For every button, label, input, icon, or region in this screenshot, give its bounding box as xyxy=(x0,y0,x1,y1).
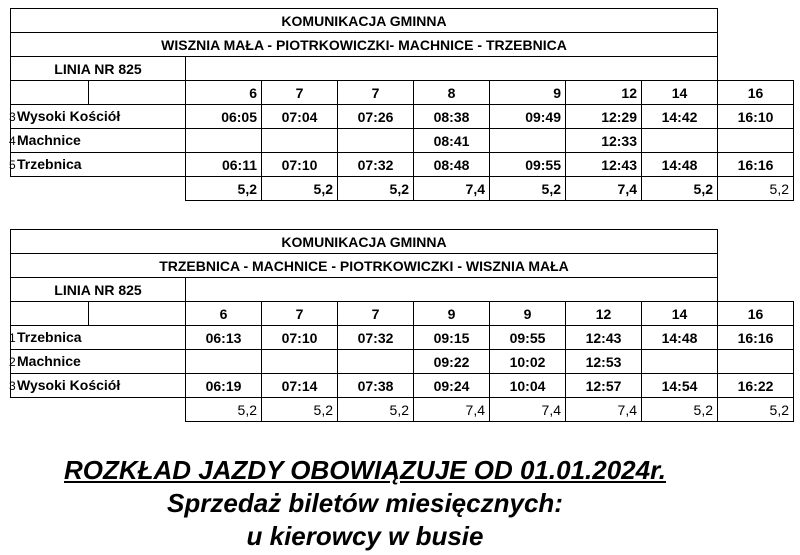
departure-time: 07:04 xyxy=(262,105,338,129)
distance-km: 7,4 xyxy=(566,398,642,422)
courses-row xyxy=(11,81,794,105)
departure-time: 16:16 xyxy=(718,153,794,177)
departure-time: 07:32 xyxy=(338,153,414,177)
stop-name-cell xyxy=(11,326,186,350)
stop-row xyxy=(11,326,794,350)
departure-time xyxy=(718,350,794,374)
departure-time: 09:49 xyxy=(490,105,566,129)
timetable-trzebnica-wisznia xyxy=(10,229,794,422)
departure-time: 16:16 xyxy=(718,326,794,350)
distance-km: 7,4 xyxy=(414,398,490,422)
departure-time: 06:05 xyxy=(186,105,262,129)
stop-name: Machnice xyxy=(17,353,81,369)
course-number: 9 xyxy=(414,302,490,326)
distance-km: 5,2 xyxy=(186,177,262,201)
stop-name-cell xyxy=(11,374,186,398)
stop-name-cell xyxy=(11,350,186,374)
departure-time xyxy=(338,350,414,374)
departure-time: 07:26 xyxy=(338,105,414,129)
course-number: 12 xyxy=(566,302,642,326)
distance-km: 5,2 xyxy=(718,177,794,201)
departure-time: 09:55 xyxy=(490,153,566,177)
course-number: 14 xyxy=(642,81,718,105)
timetable-wisznia-trzebnica xyxy=(10,8,794,201)
org-title: KOMUNIKACJA GMINNA xyxy=(11,230,718,254)
stop-number: 1 xyxy=(9,331,16,345)
course-number: 14 xyxy=(642,302,718,326)
departure-time xyxy=(642,129,718,153)
departure-time: 14:48 xyxy=(642,326,718,350)
line-number: LINIA NR 825 xyxy=(11,278,186,302)
stop-row xyxy=(11,153,794,177)
distance-km: 5,2 xyxy=(262,398,338,422)
stop-name-cell xyxy=(11,153,186,177)
ticket-sales-notice: Sprzedaż biletów miesięcznych: xyxy=(167,488,563,518)
header-org-row xyxy=(11,9,794,33)
departure-time: 12:33 xyxy=(566,129,642,153)
distance-km: 5,2 xyxy=(642,398,718,422)
distance-km: 5,2 xyxy=(718,398,794,422)
distance-km: 7,4 xyxy=(490,398,566,422)
stop-name: Wysoki Kościół xyxy=(17,377,121,393)
distance-km: 5,2 xyxy=(262,177,338,201)
course-number: 7 xyxy=(262,81,338,105)
line-number: LINIA NR 825 xyxy=(11,57,186,81)
course-number: 16 xyxy=(718,81,794,105)
departure-time: 07:10 xyxy=(262,326,338,350)
route-title: WISZNIA MAŁA - PIOTRKOWICZKI- MACHNICE - TRZEBNICA xyxy=(11,33,718,57)
departure-time: 12:53 xyxy=(566,350,642,374)
departure-time xyxy=(262,350,338,374)
course-number: 12 xyxy=(566,81,642,105)
departure-time: 07:32 xyxy=(338,326,414,350)
departure-time: 07:10 xyxy=(262,153,338,177)
course-number: 7 xyxy=(338,81,414,105)
header-route-row xyxy=(11,33,794,57)
header-line-row xyxy=(11,57,794,81)
departure-time: 12:43 xyxy=(566,326,642,350)
ticket-sales-location: u kierowcy w busie xyxy=(246,521,484,551)
departure-time: 12:29 xyxy=(566,105,642,129)
departure-time: 14:42 xyxy=(642,105,718,129)
departure-time: 08:48 xyxy=(414,153,490,177)
departure-time: 09:22 xyxy=(414,350,490,374)
stop-number: 3 xyxy=(9,110,16,124)
departure-time: 14:54 xyxy=(642,374,718,398)
departure-time: 09:24 xyxy=(414,374,490,398)
departure-time: 06:11 xyxy=(186,153,262,177)
departure-time: 07:14 xyxy=(262,374,338,398)
departure-time: 10:02 xyxy=(490,350,566,374)
stop-row xyxy=(11,129,794,153)
org-title: KOMUNIKACJA GMINNA xyxy=(11,9,718,33)
course-number: 6 xyxy=(186,302,262,326)
stop-row xyxy=(11,374,794,398)
course-number: 6 xyxy=(186,81,262,105)
departure-time: 08:41 xyxy=(414,129,490,153)
departure-time xyxy=(718,129,794,153)
departure-time: 06:13 xyxy=(186,326,262,350)
departure-time: 06:19 xyxy=(186,374,262,398)
departure-time: 12:43 xyxy=(566,153,642,177)
distance-km: 5,2 xyxy=(338,398,414,422)
distance-row xyxy=(11,177,794,201)
stop-name-cell xyxy=(11,129,186,153)
departure-time xyxy=(338,129,414,153)
departure-time: 08:38 xyxy=(414,105,490,129)
stop-number: 4 xyxy=(9,134,16,148)
departure-time: 09:55 xyxy=(490,326,566,350)
stop-row xyxy=(11,105,794,129)
courses-row xyxy=(11,302,794,326)
distance-row xyxy=(11,398,794,422)
stop-name: Machnice xyxy=(17,132,81,148)
departure-time: 10:04 xyxy=(490,374,566,398)
distance-km: 5,2 xyxy=(490,177,566,201)
departure-time: 12:57 xyxy=(566,374,642,398)
course-number: 9 xyxy=(490,81,566,105)
departure-time: 09:15 xyxy=(414,326,490,350)
stop-name: Trzebnica xyxy=(17,156,82,172)
distance-km: 7,4 xyxy=(414,177,490,201)
departure-time xyxy=(186,129,262,153)
distance-km: 5,2 xyxy=(186,398,262,422)
header-route-row xyxy=(11,254,794,278)
distance-km: 7,4 xyxy=(566,177,642,201)
header-line-row xyxy=(11,278,794,302)
stop-name: Trzebnica xyxy=(17,329,82,345)
route-title: TRZEBNICA - MACHNICE - PIOTRKOWICZKI - WISZNIA MAŁA xyxy=(11,254,718,278)
stop-number: 5 xyxy=(9,158,16,172)
stop-name: Wysoki Kościół xyxy=(17,108,121,124)
validity-notice: ROZKŁAD JAZDY OBOWIĄZUJE OD 01.01.2024r. xyxy=(63,455,666,485)
course-number: 9 xyxy=(490,302,566,326)
stop-row xyxy=(11,350,794,374)
stop-name-cell xyxy=(11,105,186,129)
departure-time xyxy=(186,350,262,374)
departure-time: 07:38 xyxy=(338,374,414,398)
distance-km: 5,2 xyxy=(338,177,414,201)
departure-time: 16:10 xyxy=(718,105,794,129)
distance-km: 5,2 xyxy=(642,177,718,201)
departure-time xyxy=(262,129,338,153)
course-number: 7 xyxy=(262,302,338,326)
departure-time: 14:48 xyxy=(642,153,718,177)
course-number: 8 xyxy=(414,81,490,105)
departure-time xyxy=(642,350,718,374)
stop-number: 3 xyxy=(9,379,16,393)
departure-time: 16:22 xyxy=(718,374,794,398)
stop-number: 2 xyxy=(9,355,16,369)
course-number: 7 xyxy=(338,302,414,326)
departure-time xyxy=(490,129,566,153)
header-org-row xyxy=(11,230,794,254)
course-number: 16 xyxy=(718,302,794,326)
